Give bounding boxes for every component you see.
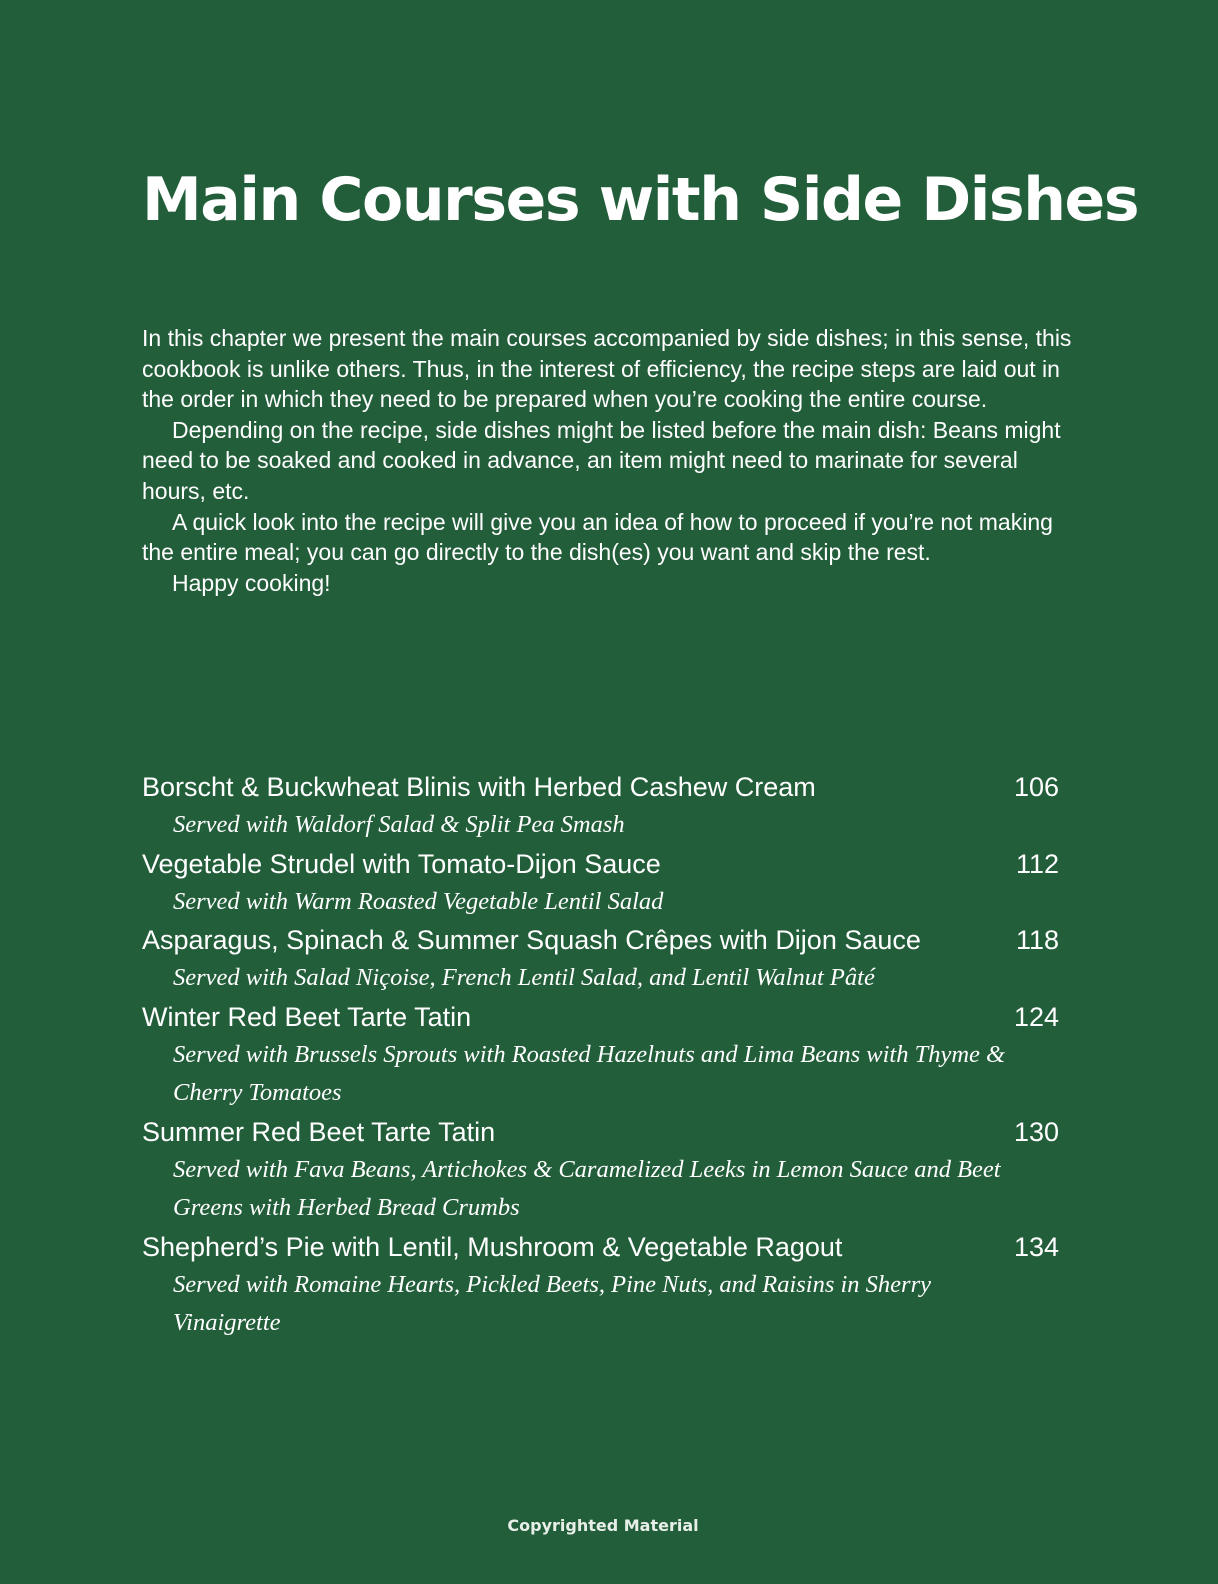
recipe-page-number: 106 — [1013, 772, 1059, 802]
recipe-page-number: 124 — [1013, 1001, 1059, 1032]
recipe-page-number: 118 — [1015, 925, 1059, 955]
recipe-entry-header — [142, 1228, 1059, 1266]
recipe-entry[interactable] — [142, 998, 1059, 1113]
recipe-entry[interactable] — [142, 845, 1059, 922]
recipe-page-number: 134 — [1013, 1231, 1059, 1262]
intro-paragraph: Depending on the recipe, side dishes might be listed before the main dish: Beans might need to be soaked and cooked in advance, an item might need to marinate for several hours, etc. — [142, 416, 1061, 504]
recipe-served-with: Served with Brussels Sprouts with Roasted Hazelnuts and Lima Beans with Thyme & Cherry Tomatoes — [173, 1040, 1006, 1106]
recipe-entry[interactable] — [142, 768, 1059, 845]
recipe-served-with: Served with Waldorf Salad & Split Pea Smash — [173, 811, 625, 838]
recipe-title: Summer Red Beet Tarte Tatin — [142, 1116, 496, 1147]
recipe-page-number: 130 — [1013, 1116, 1059, 1147]
recipe-page-number: 112 — [1015, 848, 1059, 879]
recipe-served-with: Served with Romaine Hearts, Pickled Beets, Pine Nuts, and Raisins in Sherry Vinaigrette — [173, 1270, 932, 1336]
recipe-title: Shepherd’s Pie with Lentil, Mushroom & Vegetable Ragout — [142, 1231, 843, 1262]
recipe-list — [142, 768, 1059, 1343]
recipe-served-with: Served with Warm Roasted Vegetable Lentil Salad — [173, 887, 664, 915]
recipe-title: Vegetable Strudel with Tomato-Dijon Sauce — [142, 848, 661, 879]
recipe-entry-header — [142, 1113, 1059, 1151]
recipe-entry-header — [142, 998, 1059, 1036]
recipe-title: Asparagus, Spinach & Summer Squash Crêpes with Dijon Sauce — [142, 925, 921, 955]
page-title: Main Courses with Side Dishes — [142, 165, 1139, 235]
copyright-notice: Copyrighted Material — [507, 1516, 699, 1535]
intro-paragraph: A quick look into the recipe will give you an idea of how to proceed if you’re not making the entire meal; you can go directly to the dish(es) you want and skip the rest. — [142, 508, 1053, 566]
recipe-entry[interactable] — [142, 1228, 1059, 1343]
recipe-served-with: Served with Fava Beans, Artichokes & Caramelized Leeks in Lemon Sauce and Beet Greens with Herbed Bread Crumbs — [173, 1155, 1001, 1221]
recipe-entry-header — [142, 845, 1059, 883]
recipe-entry[interactable] — [142, 921, 1059, 998]
intro-paragraph: In this chapter we present the main courses accompanied by side dishes; in this sense, this cookbook is unlike others. Thus, in the interest of efficiency, the recipe steps are laid out in the order in which they need to be prepared when you’re cooking the entire course. — [142, 325, 1072, 413]
recipe-entry-header — [142, 768, 1059, 806]
recipe-entry-header — [142, 921, 1059, 959]
recipe-entry[interactable] — [142, 1113, 1059, 1228]
recipe-title: Borscht & Buckwheat Blinis with Herbed Cashew Cream — [142, 772, 816, 802]
recipe-served-with: Served with Salad Niçoise, French Lentil Salad, and Lentil Walnut Pâté — [173, 964, 875, 991]
recipe-title: Winter Red Beet Tarte Tatin — [142, 1001, 472, 1032]
intro-text — [142, 323, 1087, 598]
intro-paragraph: Happy cooking! — [172, 569, 331, 596]
